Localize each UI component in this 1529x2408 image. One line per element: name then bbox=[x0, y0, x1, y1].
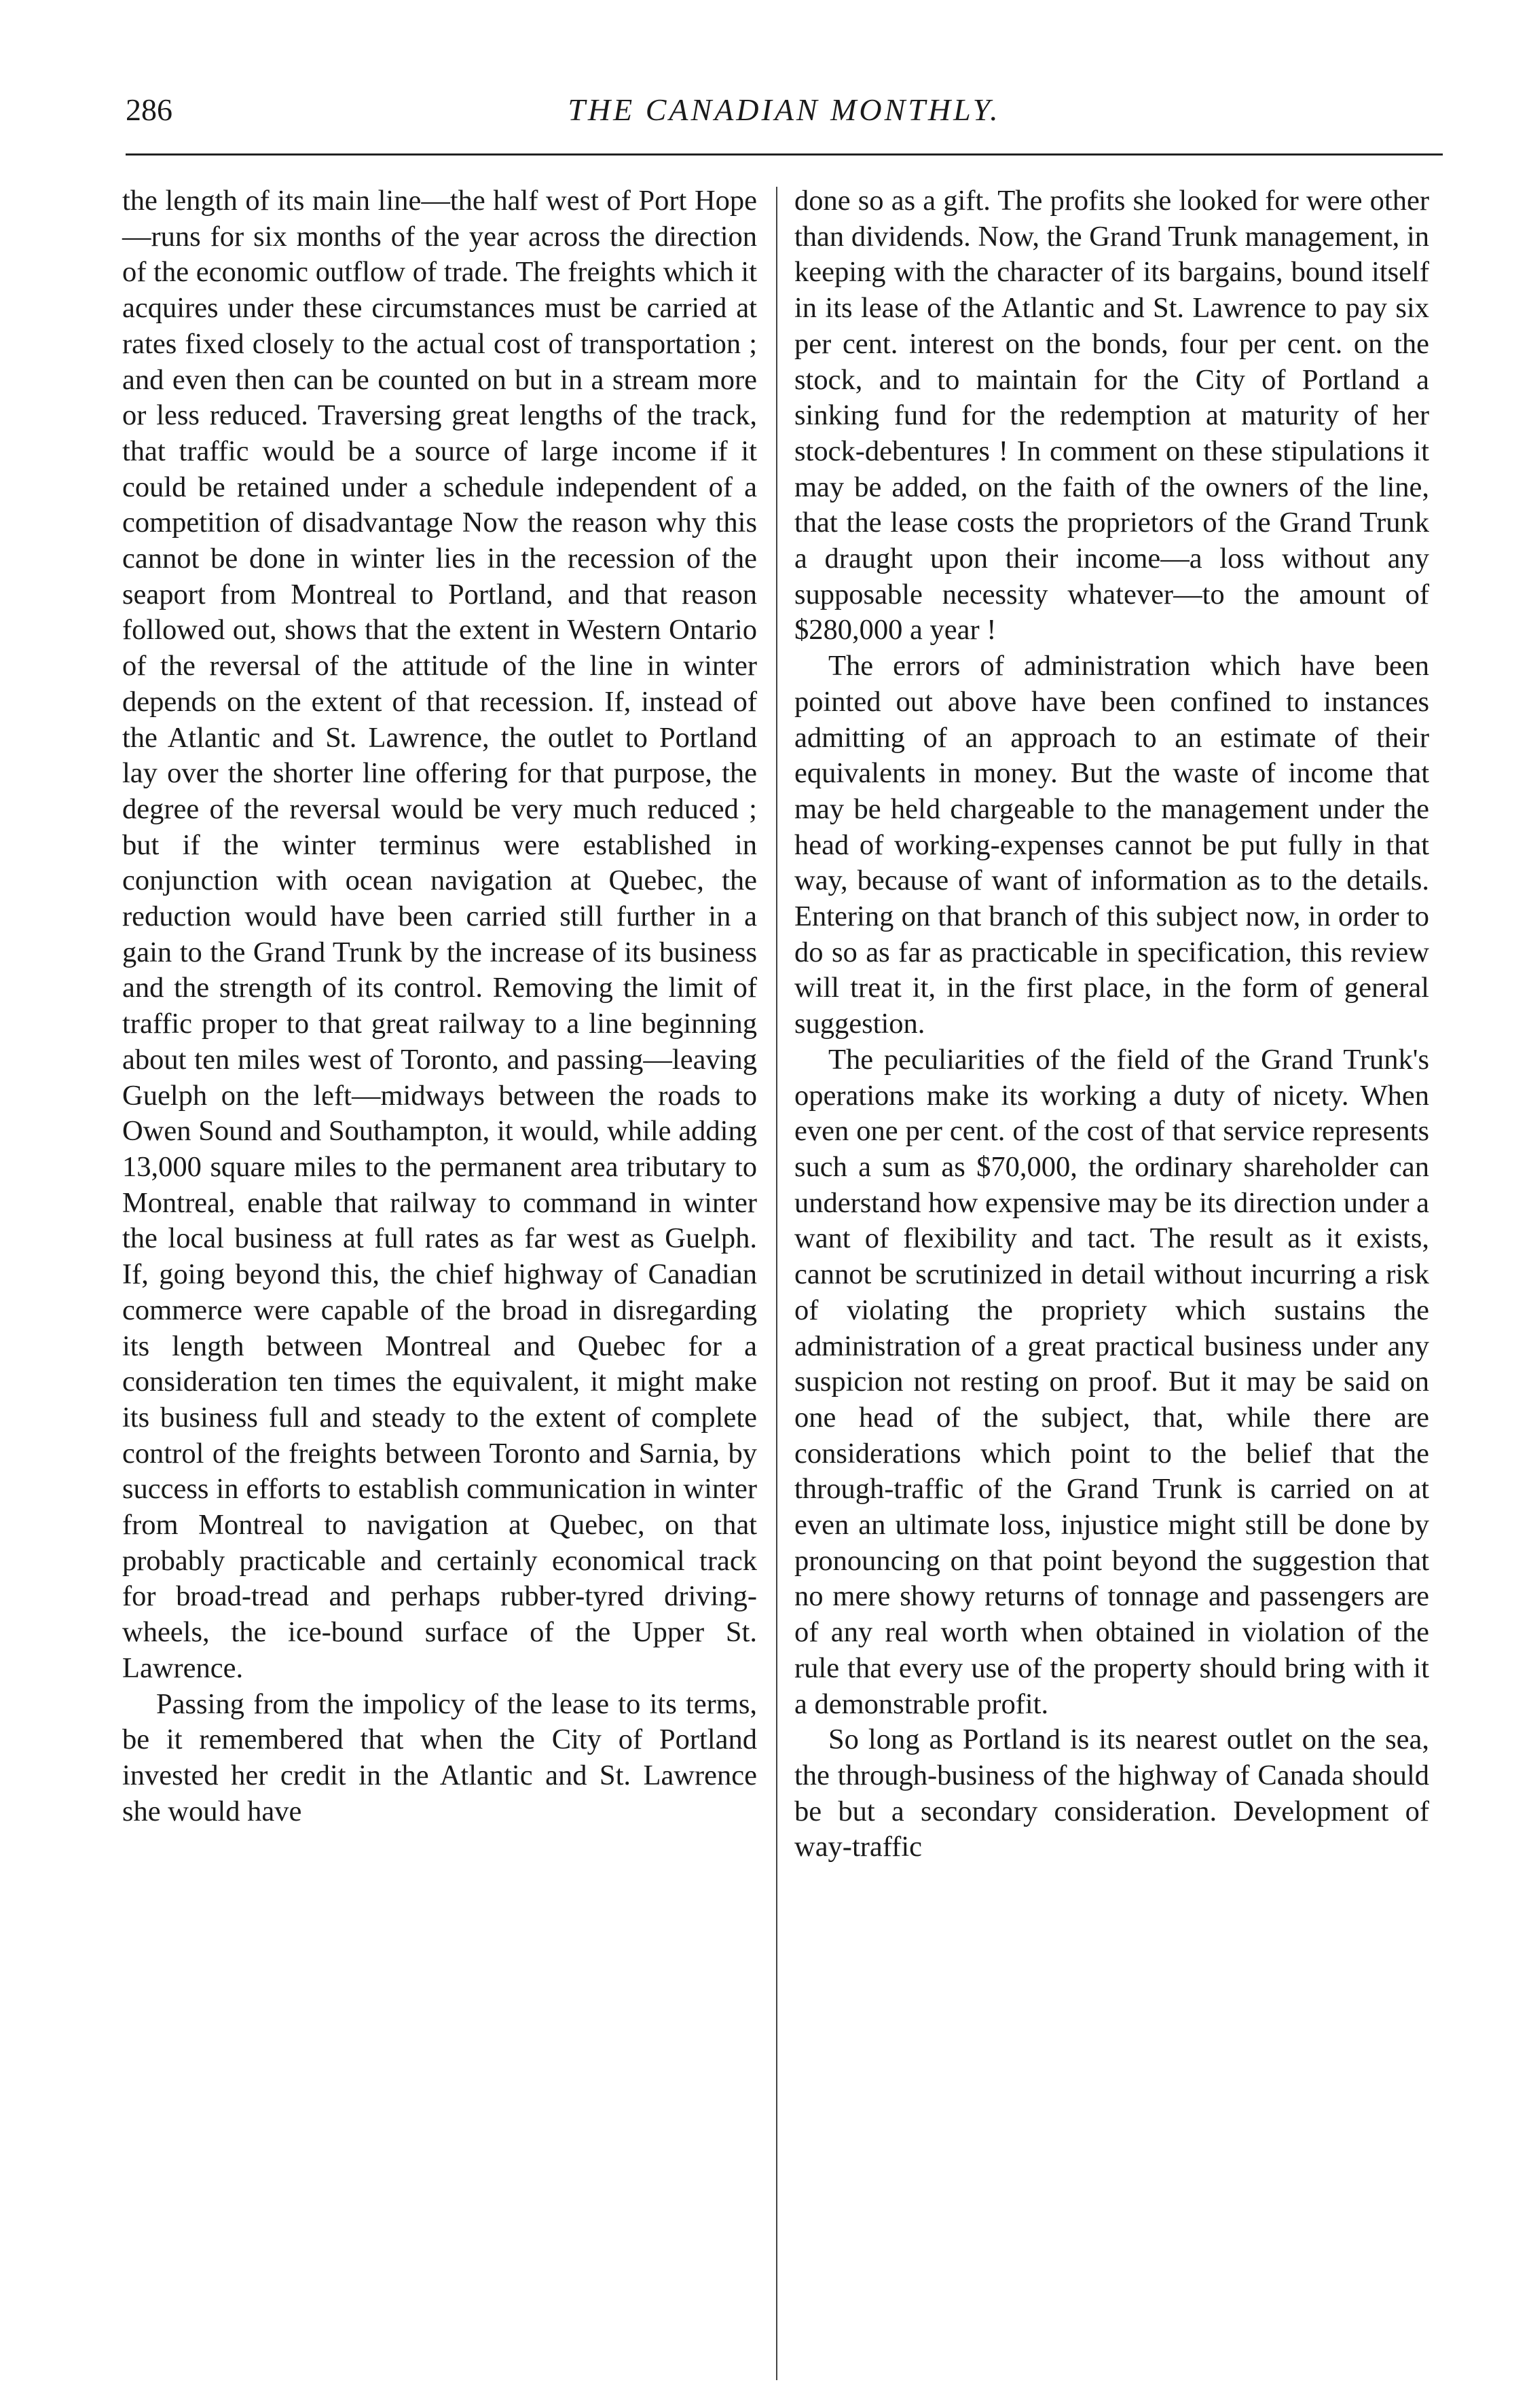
paragraph: the length of its main line—the half west of Port Hope—runs for six months of the year across the direction of the economic outflow of trade. The freights which it acquires under these circumstances must be carried at rates fixed closely to the actual cost of transportation ; and even then can be counted on but in a stream more or less reduced. Traversing great lengths of the track, that traffic would be a source of large income if it could be retained under a schedule independent of a competition of disadvantage Now the reason why this cannot be done in winter lies in the recession of the seaport from Montreal to Portland, and that reason followed out, shows that the extent in Western Ontario of the reversal of the attitude of the line in winter depends on the extent of that recession. If, instead of the Atlantic and St. Lawrence, the outlet to Portland lay over the shorter line offering for that purpose, the degree of the reversal would be very much reduced ; but if the winter terminus were established in conjunction with ocean navigation at Quebec, the reduction would have been carried still further in a gain to the Grand Trunk by the increase of its business and the strength of its control. Removing the limit of traffic proper to that great railway to a line beginning about ten miles west of Toronto, and passing—leaving Guelph on the left—midways between the roads to Owen Sound and Southampton, it would, while adding 13,000 square miles to the permanent area tributary to Montreal, enable that railway to command in winter the local business at full rates as far west as Guelph. If, going beyond this, the chief highway of Canadian commerce were capable of the broad in disregarding its length between Montreal and Quebec for a consideration ten times the equivalent, it might make its business full and steady to the extent of complete control of the freights between Toronto and Sarnia, by success in efforts to establish communication in winter from Montreal to navigation at Quebec, on that probably practicable and certainly economical track for broad-tread and perhaps rubber-tyred driving-wheels, the ice-bound surface of the Upper St. Lawrence. bbox=[122, 185, 757, 1684]
paragraph: The errors of administration which have been pointed out above have been confined to instances admitting of an approach to an estimate of their equivalents in money. But the waste of income that may be held chargeable to the management under the head of working-expenses cannot be put fully in that way, because of want of information as to the details. Entering on that branch of this subject now, in order to do so as far as practicable in specification, this review will treat it, in the first place, in the form of general suggestion. bbox=[794, 650, 1429, 1040]
paragraph: done so as a gift. The profits she looked for were other than dividends. Now, the Grand Trunk management, in keeping with the character of its bargains, bound itself in its lease of the Atlantic and St. Lawrence to pay six per cent. interest on the bonds, four per cent. on the stock, and to maintain for the City of Portland a sinking fund for the redemption at maturity of her stock-debentures ! In comment on these stipulations it may be added, on the faith of the owners of the line, that the lease costs the proprietors of the Grand Trunk a draught upon their income—a loss without any supposable necessity whatever—to the amount of $280,000 a year ! bbox=[794, 185, 1429, 646]
page-number: 286 bbox=[126, 92, 172, 127]
paragraph: Passing from the impolicy of the lease to its terms, be it remembered that when the City of Portland invested her credit in the Atlantic and St. Lawrence she would have bbox=[122, 1688, 757, 1827]
left-column bbox=[122, 183, 757, 1829]
paragraph: So long as Portland is its nearest outlet on the sea, the through-business of the highway of Canada should be but a secondary consideration. Development of way-traffic bbox=[794, 1723, 1429, 1863]
header-rule bbox=[126, 153, 1443, 156]
right-column bbox=[794, 183, 1429, 1865]
page-header bbox=[126, 85, 1443, 146]
running-title: THE CANADIAN MONTHLY. bbox=[568, 92, 1001, 127]
paragraph: The peculiarities of the field of the Grand Trunk's operations make its working a duty of nicety. When even one per cent. of the cost of that service represents such a sum as $70,000, the ordinary shareholder can understand how expensive may be its direction under a want of flexibility and tact. The result as it exists, cannot be scrutinized in detail without incurring a risk of violating the propriety which sustains the administration of a great practical business under any suspicion not resting on proof. But it may be said on one head of the subject, that, while there are considerations which point to the belief that the through-traffic of the Grand Trunk is carried on at even an ultimate loss, injustice might still be done by pronouncing on that point beyond the suggestion that no mere showy returns of tonnage and passengers are of any real worth when obtained in violation of the rule that every use of the property should bring with it a demonstrable profit. bbox=[794, 1043, 1429, 1720]
column-divider bbox=[776, 187, 777, 2380]
